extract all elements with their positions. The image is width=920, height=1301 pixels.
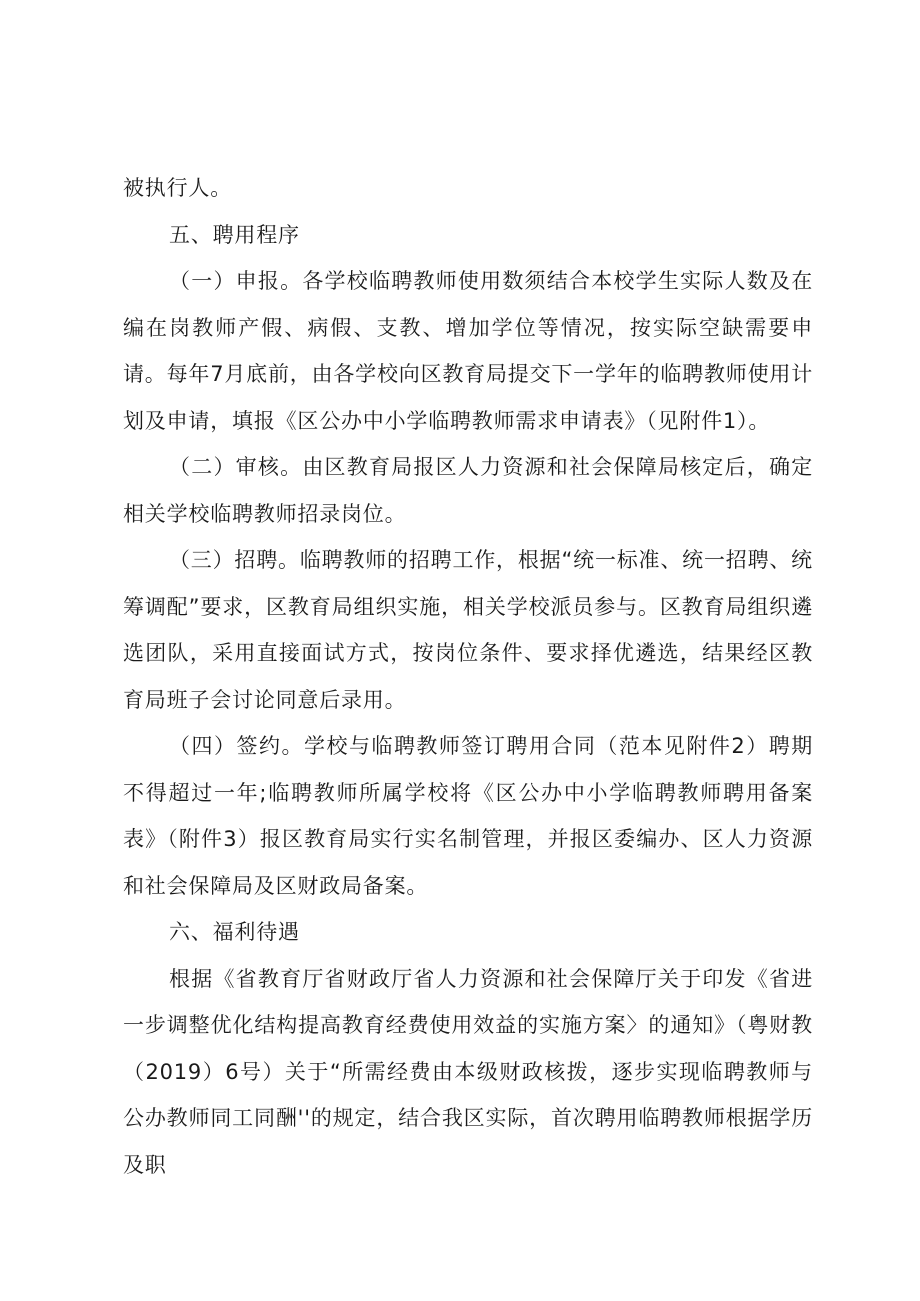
paragraph-contract: （四）签约。学校与临聘教师签订聘用合同（范本见附件2）聘期不得超过一年;临聘教师所属学校将《区公办中小学临聘教师聘用备案表》（附件3）报区教育局实行实名制管理，并报区委编办、区人力资源和社会保障局及区财政局备案。 — [123, 734, 813, 898]
section-heading-5: 五、聘用程序 — [169, 222, 300, 247]
paragraph-review: （二）审核。由区教育局报区人力资源和社会保障局核定后，确定相关学校临聘教师招录岗位。 — [123, 455, 813, 526]
document-body — [123, 165, 813, 1188]
paragraph-recruitment: （三）招聘。临聘教师的招聘工作，根据“统一标准、统一招聘、统筹调配”要求，区教育局组织实施，相关学校派员参与。区教育局组织遴选团队，采用直接面试方式，按岗位条件、要求择优遴选，结果经区教育局班子会讨论同意后录用。 — [123, 548, 813, 712]
paragraph-application: （一）申报。各学校临聘教师使用数须结合本校学生实际人数及在编在岗教师产假、病假、支教、增加学位等情况，按实际空缺需要申请。每年7月底前，由各学校向区教育局提交下一学年的临聘教师使用计划及申请，填报《区公办中小学临聘教师需求申请表》（见附件1）。 — [123, 269, 813, 433]
section-heading-6: 六、福利待遇 — [169, 920, 300, 944]
paragraph-continuation: 被执行人。 — [123, 176, 232, 200]
paragraph-benefits: 根据《省教育厅省财政厅省人力资源和社会保障厅关于印发《省进一步调整优化结构提高教育经费使用效益的实施方案〉的通知》（粤财教（2019）6号）关于“所需经费由本级财政核拨，逐步实现临聘教师与公办教师同工同酬''的规定，结合我区实际，首次聘用临聘教师根据学历及职 — [123, 966, 813, 1177]
